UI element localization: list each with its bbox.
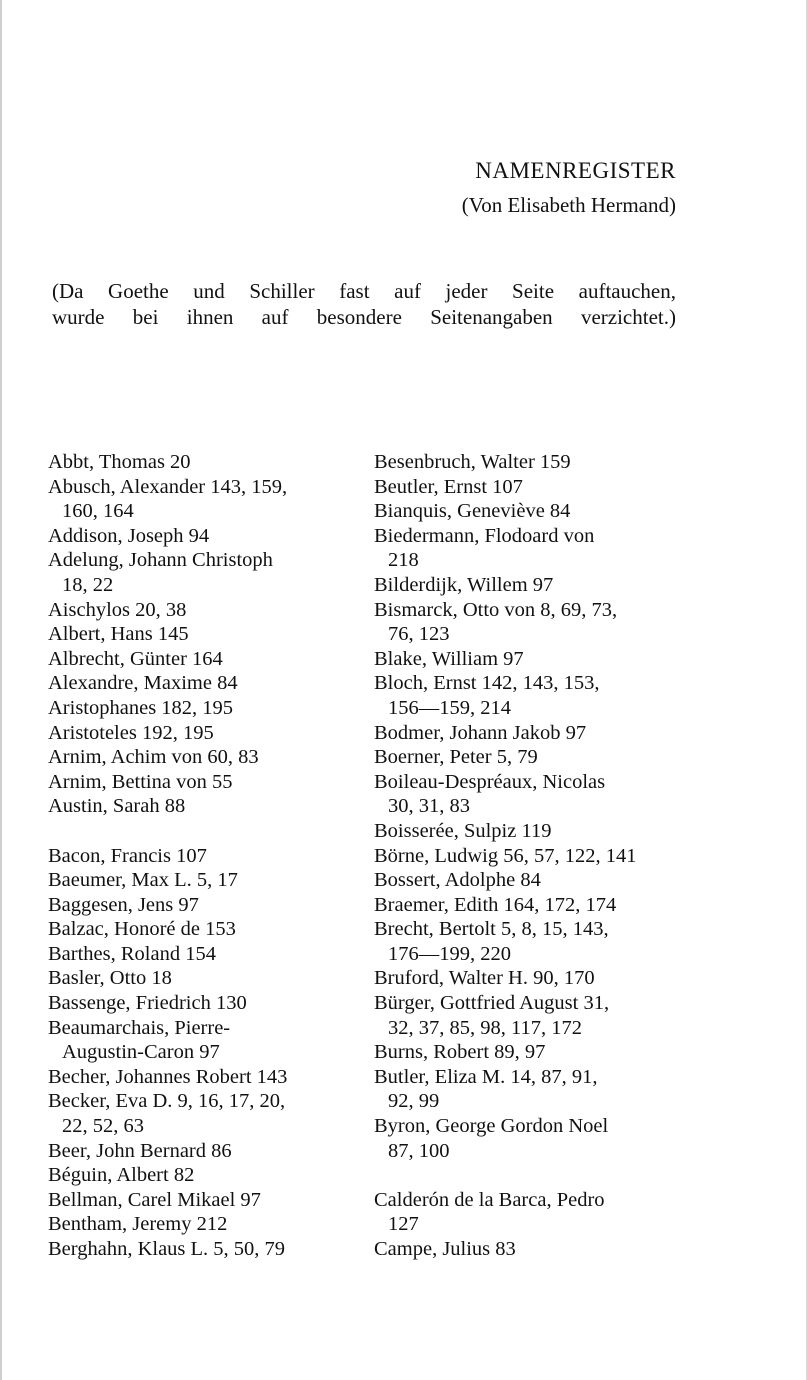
index-entry xyxy=(374,844,684,869)
entry-text: Bismarck, Otto von 8, 69, 73, xyxy=(374,598,618,621)
index-entry xyxy=(48,622,348,647)
entry-text: Bianquis, Geneviève 84 xyxy=(374,500,571,523)
index-entry xyxy=(48,868,348,893)
page-subtitle: (Von Elisabeth Hermand) xyxy=(461,193,676,217)
index-entry xyxy=(48,966,348,991)
entry-text: Bloch, Ernst 142, 143, 153, xyxy=(374,672,600,695)
index-entry xyxy=(48,844,348,869)
index-entry xyxy=(48,524,348,549)
entry-text: Aristophanes 182, 195 xyxy=(48,696,234,719)
entry-text: Arnim, Achim von 60, 83 xyxy=(48,746,259,769)
entry-continuation: 160, 164 xyxy=(62,500,134,523)
entry-text: Austin, Sarah 88 xyxy=(48,795,186,818)
entry-text: Bodmer, Johann Jakob 97 xyxy=(374,721,587,744)
entry-text: Biedermann, Flodoard von xyxy=(374,524,595,547)
index-entry xyxy=(374,1237,684,1262)
entry-continuation: Augustin-Caron 97 xyxy=(62,1041,220,1064)
index-entry xyxy=(374,1188,684,1237)
letter-group-gap xyxy=(374,1163,684,1188)
index-entry xyxy=(48,770,348,795)
entry-text: Bossert, Adolphe 84 xyxy=(374,869,541,892)
entry-continuation: 18, 22 xyxy=(62,573,114,596)
index-entry xyxy=(374,671,684,720)
index-entry xyxy=(48,475,348,524)
index-entry xyxy=(374,524,684,573)
entry-text: Burns, Robert 89, 97 xyxy=(374,1041,546,1064)
index-entry xyxy=(48,1089,348,1138)
entry-text: Bentham, Jeremy 212 xyxy=(48,1213,228,1236)
index-entry xyxy=(48,1212,348,1237)
entry-continuation: 22, 52, 63 xyxy=(62,1115,144,1138)
index-entry xyxy=(48,893,348,918)
entry-text: Becher, Johannes Robert 143 xyxy=(48,1065,288,1088)
entry-text: Arnim, Bettina von 55 xyxy=(48,770,233,793)
index-entry xyxy=(374,598,684,647)
entry-text: Börne, Ludwig 56, 57, 122, 141 xyxy=(374,844,637,867)
index-entry xyxy=(48,671,348,696)
entry-text: Bruford, Walter H. 90, 170 xyxy=(374,967,595,990)
entry-text: Béguin, Albert 82 xyxy=(48,1164,195,1187)
entry-text: Alexandre, Maxime 84 xyxy=(48,672,238,695)
index-column-left xyxy=(48,450,348,1262)
index-entry xyxy=(48,598,348,623)
index-entry xyxy=(48,1163,348,1188)
entry-text: Baeumer, Max L. 5, 17 xyxy=(48,869,238,892)
index-entry xyxy=(374,499,684,524)
index-entry xyxy=(48,450,348,475)
index-entry xyxy=(374,770,684,819)
entry-text: Addison, Joseph 94 xyxy=(48,524,210,547)
index-entry xyxy=(48,794,348,819)
entry-text: Barthes, Roland 154 xyxy=(48,942,216,965)
entry-text: Adelung, Johann Christoph xyxy=(48,549,273,572)
note-line: wurde bei ihnen auf besondere Seitenangaben verzichtet.) xyxy=(52,305,676,329)
entry-continuation: 87, 100 xyxy=(388,1139,450,1162)
index-entry xyxy=(374,745,684,770)
entry-text: Aristoteles 192, 195 xyxy=(48,721,214,744)
index-entry xyxy=(374,1114,684,1163)
entry-text: Calderón de la Barca, Pedro xyxy=(374,1188,605,1211)
entry-text: Blake, William 97 xyxy=(374,647,524,670)
index-entry xyxy=(48,696,348,721)
index-entry xyxy=(48,991,348,1016)
index-entry xyxy=(48,647,348,672)
entry-text: Campe, Julius 83 xyxy=(374,1238,516,1260)
index-entry xyxy=(374,966,684,991)
index-entry xyxy=(48,917,348,942)
entry-text: Butler, Eliza M. 14, 87, 91, xyxy=(374,1065,598,1088)
index-column-right xyxy=(374,450,684,1262)
entry-continuation: 218 xyxy=(388,549,419,572)
index-entry xyxy=(374,917,684,966)
entry-text: Basler, Otto 18 xyxy=(48,967,172,990)
entry-text: Abbt, Thomas 20 xyxy=(48,451,191,473)
index-entry xyxy=(48,1139,348,1164)
entry-text: Baggesen, Jens 97 xyxy=(48,893,199,916)
entry-text: Bürger, Gottfried August 31, xyxy=(374,992,610,1015)
index-entry xyxy=(374,475,684,500)
entry-text: Becker, Eva D. 9, 16, 17, 20, xyxy=(48,1090,286,1113)
entry-text: Albrecht, Günter 164 xyxy=(48,647,223,670)
entry-text: Albert, Hans 145 xyxy=(48,623,189,646)
index-entry xyxy=(374,868,684,893)
entry-text: Bacon, Francis 107 xyxy=(48,844,207,867)
entry-continuation: 176—199, 220 xyxy=(388,942,511,965)
index-entry xyxy=(48,745,348,770)
index-entry xyxy=(48,1016,348,1065)
index-entry xyxy=(374,721,684,746)
entry-text: Boileau-Despréaux, Nicolas xyxy=(374,770,606,793)
page-edge-left xyxy=(0,0,2,1380)
entry-continuation: 32, 37, 85, 98, 117, 172 xyxy=(388,1016,582,1039)
entry-text: Berghahn, Klaus L. 5, 50, 79 xyxy=(48,1238,286,1260)
index-entry xyxy=(374,647,684,672)
index-entry xyxy=(48,548,348,597)
index-note xyxy=(52,278,676,330)
note-line: (Da Goethe und Schiller fast auf jeder Seite auftauchen, xyxy=(52,279,676,303)
page-title: NAMENREGISTER xyxy=(475,158,676,183)
index-entry xyxy=(48,1188,348,1213)
index-entry xyxy=(48,721,348,746)
index-entry xyxy=(374,991,684,1040)
entry-text: Boisserée, Sulpiz 119 xyxy=(374,819,552,842)
index-entry xyxy=(48,1065,348,1090)
entry-text: Byron, George Gordon Noel xyxy=(374,1115,609,1138)
entry-continuation: 92, 99 xyxy=(388,1090,440,1113)
entry-text: Abusch, Alexander 143, 159, xyxy=(48,475,288,498)
entry-text: Bilderdijk, Willem 97 xyxy=(374,573,554,596)
entry-continuation: 30, 31, 83 xyxy=(388,795,470,818)
entry-text: Brecht, Bertolt 5, 8, 15, 143, xyxy=(374,918,609,941)
entry-text: Besenbruch, Walter 159 xyxy=(374,451,571,473)
index-entry xyxy=(374,1065,684,1114)
letter-group-gap xyxy=(48,819,348,844)
entry-text: Aischylos 20, 38 xyxy=(48,598,187,621)
entry-text: Beer, John Bernard 86 xyxy=(48,1139,232,1162)
index-entry xyxy=(374,819,684,844)
entry-continuation: 76, 123 xyxy=(388,623,450,646)
index-entry xyxy=(48,942,348,967)
index-entry xyxy=(374,1040,684,1065)
entry-continuation: 127 xyxy=(388,1213,419,1236)
index-entry xyxy=(374,573,684,598)
entry-text: Beutler, Ernst 107 xyxy=(374,475,523,498)
entry-text: Beaumarchais, Pierre- xyxy=(48,1016,231,1039)
entry-continuation: 156—159, 214 xyxy=(388,696,511,719)
entry-text: Bellman, Carel Mikael 97 xyxy=(48,1188,261,1211)
entry-text: Balzac, Honoré de 153 xyxy=(48,918,236,941)
entry-text: Boerner, Peter 5, 79 xyxy=(374,746,538,769)
entry-text: Braemer, Edith 164, 172, 174 xyxy=(374,893,617,916)
entry-text: Bassenge, Friedrich 130 xyxy=(48,992,247,1015)
index-entry xyxy=(374,450,684,475)
index-entry xyxy=(374,893,684,918)
index-entry xyxy=(48,1237,348,1262)
